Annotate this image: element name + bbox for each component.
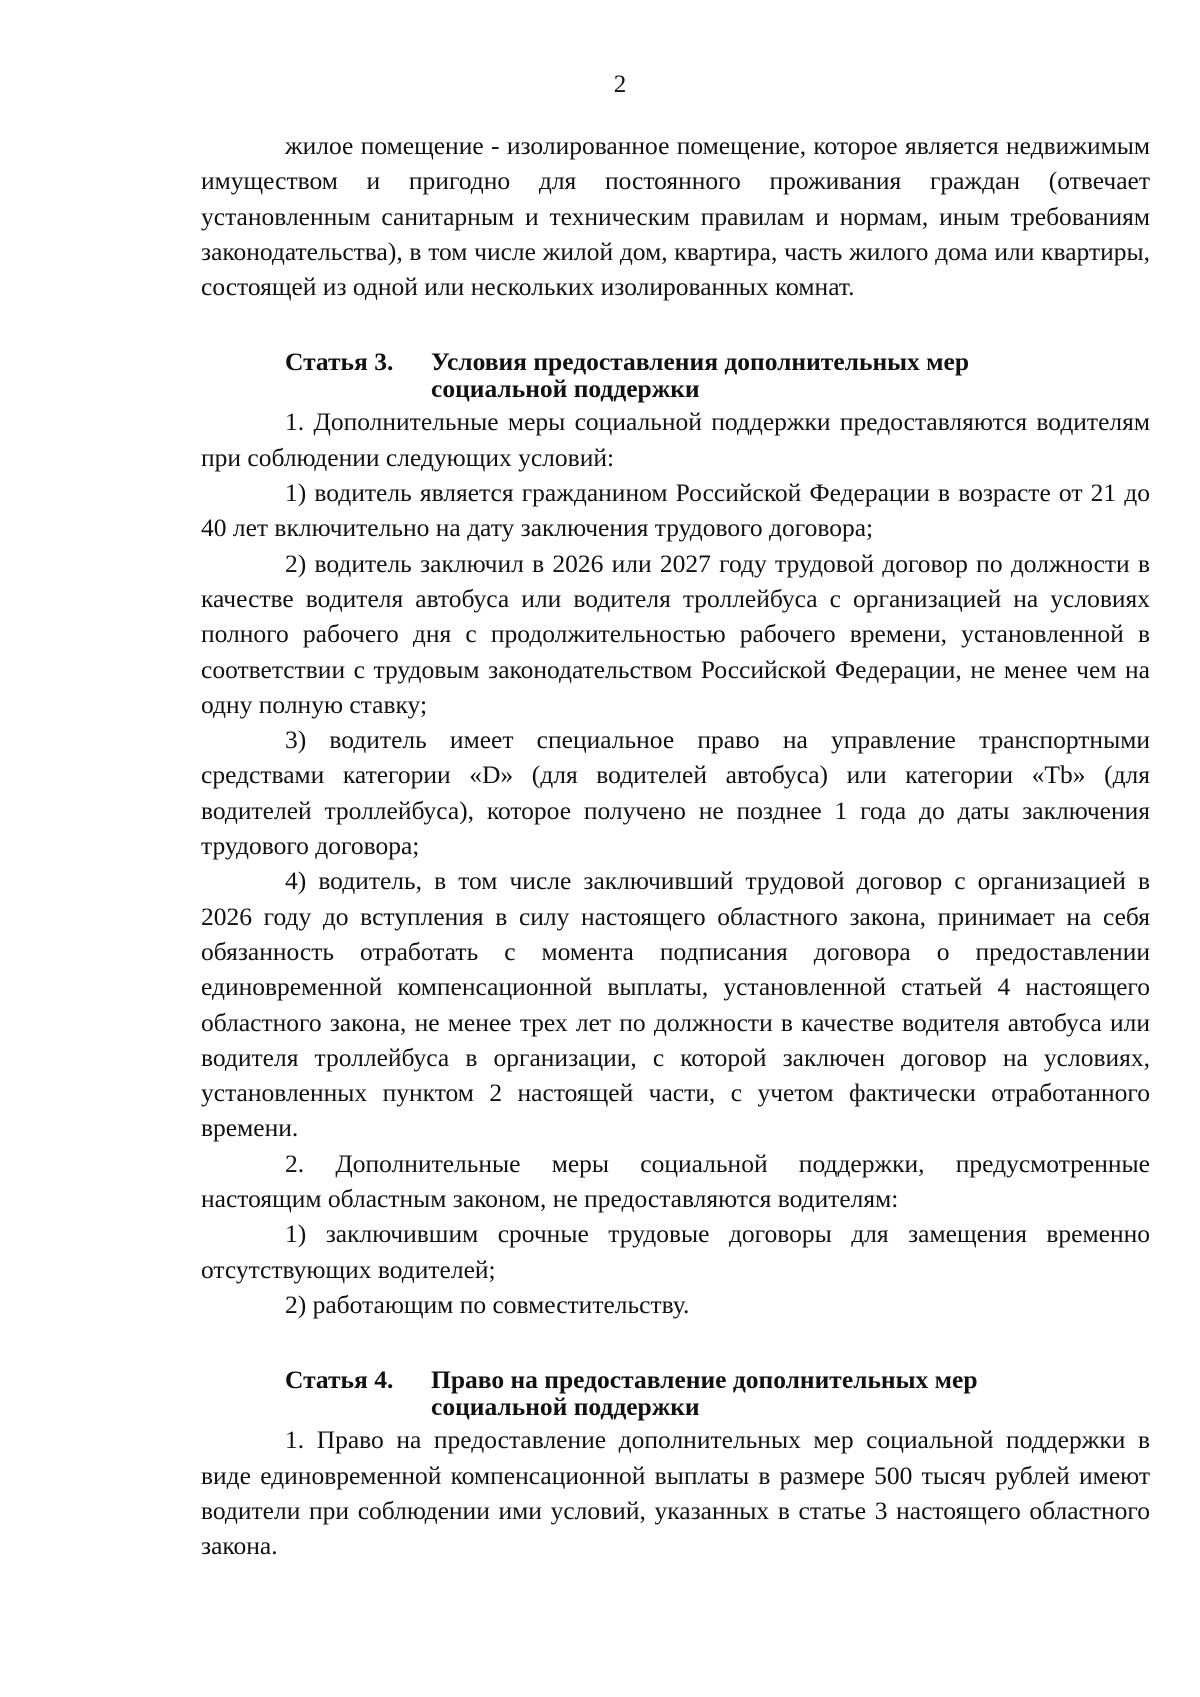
article-3-paragraph: 1) заключившим срочные трудовые договоры для замещения временно отсутствующих водителей; <box>201 1219 1150 1284</box>
article-3-paragraph: 3) водитель имеет специальное право на управление транспортными средствами категории «D» (для водителей автобуса) или категории «Tb» (для водителей троллейбуса), которое получено не позднее 1 года до даты заключения трудового договора; <box>201 725 1150 861</box>
document-body <box>201 128 1150 1563</box>
article-3-title: Условия предоставления дополнительных мер социальной поддержки <box>431 347 970 404</box>
intro-paragraph: жилое помещение - изолированное помещение, которое является недвижимым имуществом и пригодно для постоянного проживания граждан (отвечает установленным санитарным и техническим правилам и нормам, иным требованиям законодательства), в том числе жилой дом, квартира, часть жилого дома или квартиры, состоящей из одной или нескольких изолированных комнат. <box>201 131 1150 302</box>
article-4-paragraph: 1. Право на предоставление дополнительных мер социальной поддержки в виде единовременной компенсационной выплаты в размере 500 тысяч рублей имеют водители при соблюдении ими условий, указанных в статье 3 настоящего областного закона. <box>201 1425 1150 1561</box>
article-3-paragraph: 2) водитель заключил в 2026 или 2027 году трудовой договор по должности в качестве водителя автобуса или водителя троллейбуса с организацией на условиях полного рабочего дня с продолжительностью рабочего времени, установленной в соответствии с трудовым законодательством Российской Федерации, не менее чем на одну полную ставку; <box>201 548 1150 719</box>
page-number: 2 <box>613 71 627 98</box>
article-3-paragraph: 1. Дополнительные меры социальной поддержки предоставляются водителям при соблюдении следующих условий: <box>201 407 1150 472</box>
article-3-heading <box>201 348 1150 402</box>
article-4-heading <box>201 1366 1150 1420</box>
article-4-title: Право на предоставление дополнительных мер социальной поддержки <box>431 1365 978 1422</box>
article-3-paragraph: 1) водитель является гражданином Российской Федерации в возрасте от 21 до 40 лет включительно на дату заключения трудового договора; <box>201 478 1150 543</box>
article-4-number: Статья 4. <box>285 1365 394 1395</box>
article-3-paragraph: 4) водитель, в том числе заключивший трудовой договор с организацией в 2026 году до вступления в силу настоящего областного закона, принимает на себя обязанность отработать с момента подписания договора о предоставлении единовременной компенсационной выплаты, установленной статьей 4 настоящего областного закона, не менее трех лет по должности в качестве водителя автобуса или водителя троллейбуса в организации, с которой заключен договор на условиях, установленных пунктом 2 настоящей части, с учетом фактически отработанного времени. <box>201 866 1150 1143</box>
article-3-paragraph: 2) работающим по совместительству. <box>285 1289 690 1319</box>
article-3-paragraph: 2. Дополнительные меры социальной поддержки, предусмотренные настоящим областным законом, не предоставляются водителям: <box>201 1148 1150 1214</box>
article-3-number: Статья 3. <box>285 347 394 377</box>
